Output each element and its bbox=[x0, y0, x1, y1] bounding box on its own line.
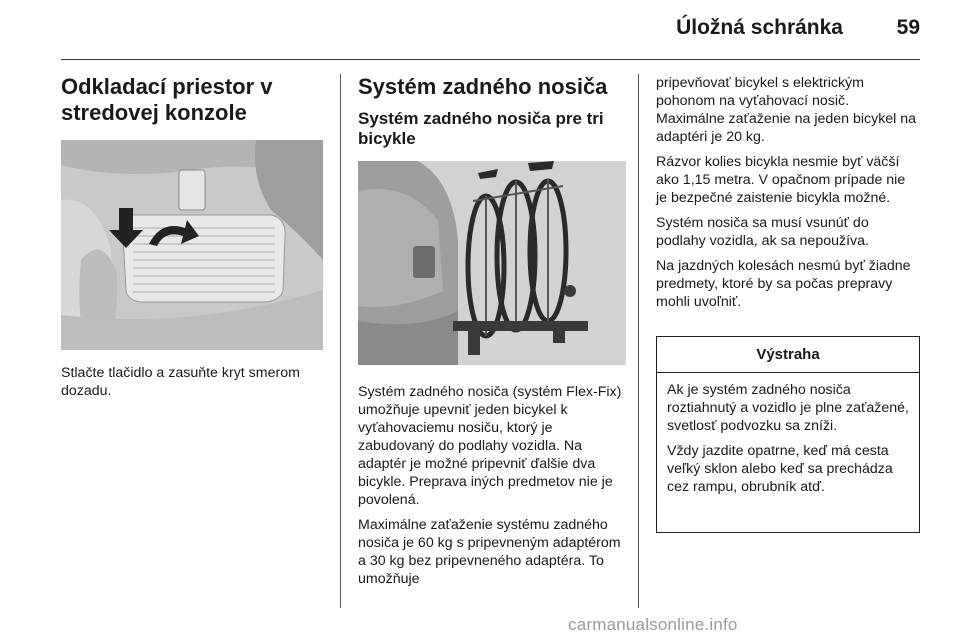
illustration-caption: Stlačte tlačidlo a zasuňte kryt smerom dozadu. bbox=[61, 365, 300, 399]
warning-title: Výstraha bbox=[657, 337, 919, 373]
warning-paragraph-1: Ak je systém zadného nosiča roztiahnutý a vozidlo je plne zaťažené, svetlosť podvozku sa zníži. bbox=[667, 382, 909, 434]
rear-carrier-paragraph-1: Systém zadného nosiča (systém Flex-Fix) umožňuje upevniť jeden bicykel k vyťahovaciemu nosiču, ktorý je zabudovaný do podlahy vozidla. Na adaptér je možné pripevniť ďalšie dva bicykle. Preprava iných predmetov nie je povolená. bbox=[358, 384, 622, 508]
warning-paragraph-2: Vždy jazdite opatrne, keď má cesta veľký sklon alebo keď sa prechádza cez rampu, obrubník atď. bbox=[667, 443, 893, 495]
rear-carrier-paragraph-3: pripevňovať bicykel s elektrickým pohonom na vyťahovací nosič. Maximálne zaťaženie na jeden bicykel na adaptéri je 20 kg. bbox=[656, 75, 917, 145]
rear-carrier-paragraph-2: Maximálne zaťaženie systému zadného nosiča je 60 kg s pripevneným adaptérom a 30 kg bez pripevneného adaptéra. To umožňuje bbox=[358, 517, 621, 587]
running-header-title: Úložná schránka bbox=[676, 16, 843, 39]
bike-carrier-illustration bbox=[358, 161, 626, 365]
column-divider-right bbox=[638, 74, 639, 608]
header-rule bbox=[61, 59, 920, 60]
left-column bbox=[61, 74, 325, 400]
warning-box bbox=[656, 336, 920, 533]
watermark-text: carmanualsonline.info bbox=[568, 615, 738, 634]
column-divider-left bbox=[340, 74, 341, 608]
section-heading-console-storage: Odkladací priestor v stredovej konzole bbox=[61, 74, 273, 125]
rear-carrier-paragraph-4: Rázvor kolies bicykla nesmie byť väčší ako 1,15 metra. V opačnom prípade nie je bezpečné zaistenie bicykla možné. bbox=[656, 154, 906, 206]
middle-column bbox=[358, 74, 626, 588]
rear-carrier-paragraph-5: Systém nosiča sa musí vsunúť do podlahy vozidla, ak sa nepoužíva. bbox=[656, 215, 869, 249]
section-heading-rear-carrier: Systém zadného nosiča bbox=[358, 74, 608, 99]
page-number: 59 bbox=[896, 16, 920, 39]
rear-carrier-paragraph-6: Na jazdných kolesách nesmú byť žiadne predmety, ktoré by sa počas prepravy mohli uvoľniť. bbox=[656, 258, 911, 310]
right-column bbox=[656, 74, 920, 311]
subheading-three-bike-carrier: Systém zadného nosiča pre tri bicykle bbox=[358, 109, 604, 148]
warning-body bbox=[657, 373, 919, 496]
console-storage-illustration bbox=[61, 140, 323, 350]
